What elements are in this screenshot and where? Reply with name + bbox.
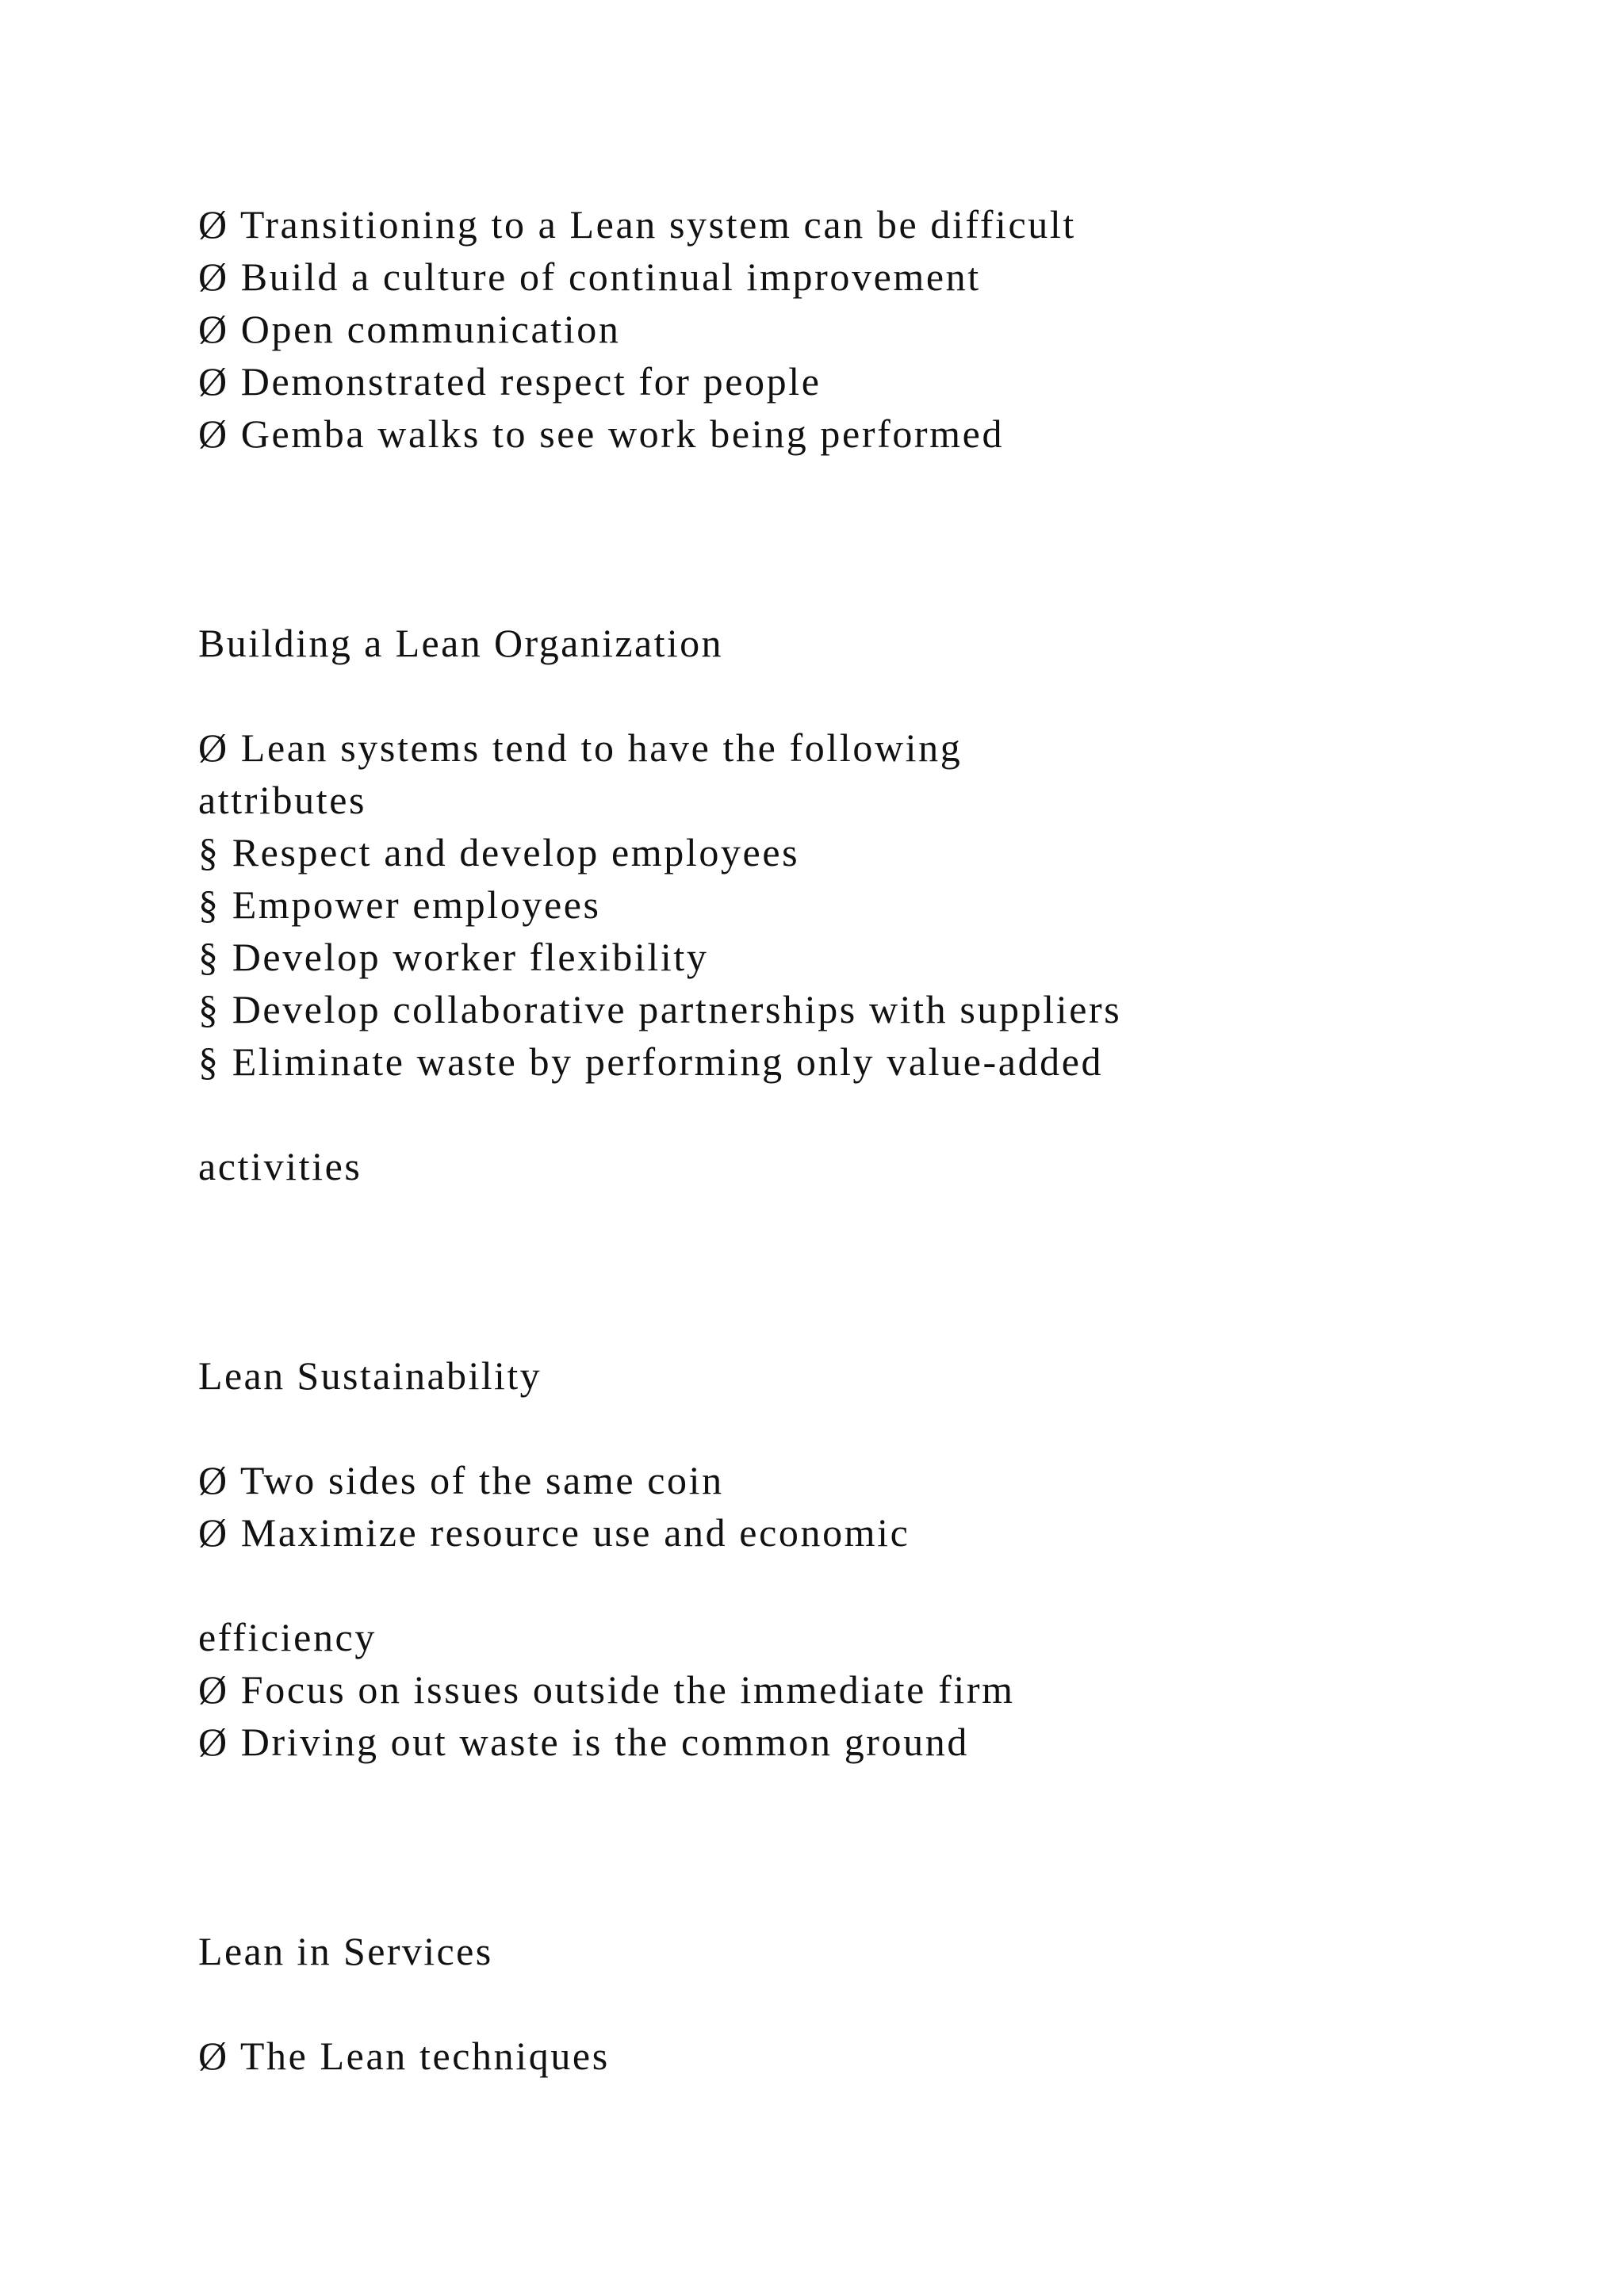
sustainability-line-3: efficiency [198,1615,377,1659]
intro-bullet-5: Ø Gemba walks to see work being performed [198,411,1005,456]
building-item-4: § Develop collaborative partnerships with suppliers [198,987,1122,1031]
sustainability-line-2: Ø Maximize resource use and economic [198,1510,910,1555]
building-section-title: Building a Lean Organization [198,621,723,665]
building-item-1: § Respect and develop employees [198,830,800,874]
sustainability-line-5: Ø Driving out waste is the common ground [198,1720,969,1764]
building-item-5: § Eliminate waste by performing only value-added [198,1039,1104,1084]
building-item-2: § Empower employees [198,882,601,927]
sustainability-line-4: Ø Focus on issues outside the immediate firm [198,1667,1015,1712]
building-lead-line-2: attributes [198,778,367,822]
sustainability-line-1: Ø Two sides of the same coin [198,1458,724,1502]
intro-bullet-3: Ø Open communication [198,307,621,351]
intro-bullet-2: Ø Build a culture of continual improvement [198,254,981,299]
building-trailing-line: activities [198,1144,362,1188]
building-item-3: § Develop worker flexibility [198,935,709,979]
building-lead-line-1: Ø Lean systems tend to have the following [198,725,963,770]
sustainability-section-title: Lean Sustainability [198,1353,542,1398]
services-section-title: Lean in Services [198,1929,493,1973]
intro-bullet-1: Ø Transitioning to a Lean system can be difficult [198,202,1076,247]
intro-bullet-4: Ø Demonstrated respect for people [198,359,822,404]
services-line-1: Ø The Lean techniques [198,2034,610,2078]
